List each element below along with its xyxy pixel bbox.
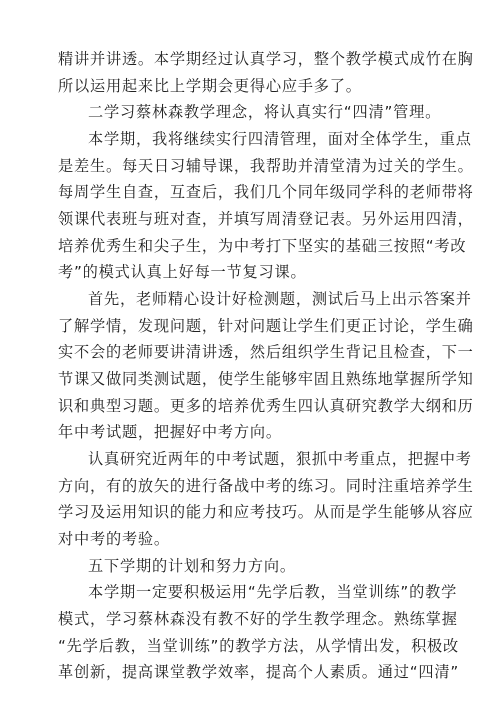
text-line: “先学后教，当堂训练”的教学方法，从学情出发，积极改 <box>58 636 460 655</box>
text-line: 培养优秀生和尖子生，为中考打下坚实的基础三按照“考改 <box>58 236 467 255</box>
text-line: 本学期，我将继续实行四清管理，面对全体学生，重点 <box>88 130 472 148</box>
text-line: 节课又做同类测试题，使学生能够牢固且熟练地掌握所学知 <box>58 370 474 388</box>
text-line: 每周学生自查，互查后，我们几个同年级同学科的老师带将 <box>58 183 474 202</box>
text-line: 模式，学习蔡林森没有教不好的学生教学理念。熟练掌握 <box>58 610 458 628</box>
text-line: 对中考的考验。 <box>58 530 170 548</box>
text-line: 了解学情，发现问题，针对问题让学生们更正讨论，学生确 <box>58 316 474 335</box>
text-line: 考”的模式认真上好每一节复习课。 <box>58 263 307 282</box>
text-line: 领课代表班与班对查，并填写周清登记表。另外运用四清， <box>58 210 474 228</box>
text-line: 学习及运用知识的能力和应考技巧。从而是学生能够从容应 <box>58 503 474 522</box>
text-line: 是差生。每天日习辅导课，我帮助并清堂清为过关的学生。 <box>58 156 474 175</box>
text-line: 方向，有的放矢的进行备战中考的练习。同时注重培养学生 <box>58 476 474 495</box>
text-line: 年中考试题，把握好中考方向。 <box>58 423 282 442</box>
section-heading: 五下学期的计划和努力方向。 <box>88 556 296 575</box>
section-heading: 二学习蔡林森教学理念，将认真实行“四清”管理。 <box>88 103 442 122</box>
text-line: 所以运用起来比上学期会更得心应手多了。 <box>58 76 362 95</box>
text-line: 识和典型习题。更多的培养优秀生四认真研究教学大纲和历 <box>58 396 474 415</box>
text-line: 精讲并讲透。本学期经过认真学习，整个教学模式成竹在胸 <box>58 50 474 68</box>
text-line: 本学期一定要积极运用“先学后教，当堂训练”的教学 <box>88 583 458 602</box>
text-line: 首先，老师精心设计好检测题，测试后马上出示答案并 <box>88 290 472 308</box>
text-line: 革创新，提高课堂教学效率，提高个人素质。通过“四清” <box>58 663 460 682</box>
text-line: 认真研究近两年的中考试题，狠抓中考重点，把握中考 <box>88 450 472 468</box>
text-line: 实不会的老师要讲清讲透，然后组织学生背记且检查，下一 <box>58 343 474 362</box>
